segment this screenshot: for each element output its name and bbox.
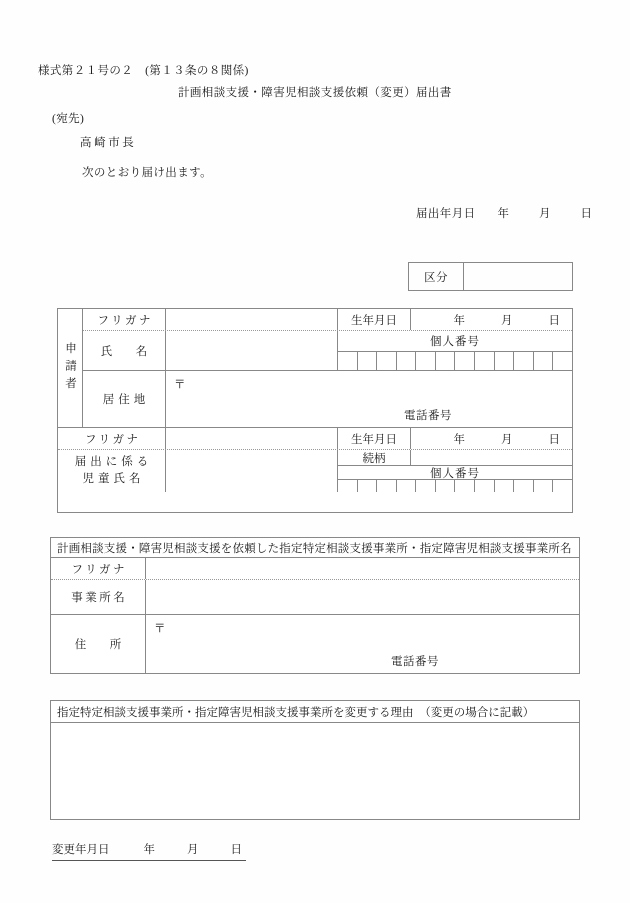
applicant-tel-label: 電話番号 — [404, 410, 452, 422]
page-title: 計画相談支援・障害児相談支援依頼（変更）届出書 — [178, 87, 452, 99]
mynumber-cell[interactable] — [436, 352, 456, 370]
office-name-label: 事業所名 — [51, 580, 146, 614]
applicant-furigana-label: フリガナ — [83, 309, 166, 330]
child-name-label — [58, 450, 166, 492]
child-name-label-line2: 児童氏名 — [82, 473, 145, 485]
mynumber-cell[interactable] — [397, 480, 417, 492]
applicant-dob-year: 年 — [453, 314, 465, 327]
child-furigana-field[interactable] — [166, 428, 338, 449]
postal-mark-icon: 〒 — [154, 623, 166, 635]
mynumber-cell[interactable] — [358, 480, 378, 492]
office-address-label: 住 所 — [51, 615, 146, 673]
submission-date-label: 届出年月日 — [416, 208, 476, 220]
kubun-value-field[interactable] — [464, 263, 572, 290]
mynumber-cell[interactable] — [416, 352, 436, 370]
reason-table-header: 指定特定相談支援事業所・指定障害児相談支援事業所を変更する理由 （変更の場合に記載） — [51, 701, 579, 723]
form-number: 様式第２１号の２ (第１３条の８関係) — [38, 65, 249, 77]
mynumber-cell[interactable] — [436, 480, 456, 492]
child-name-label-line1: 届出に係る — [74, 456, 153, 469]
applicant-residence-field[interactable] — [166, 371, 572, 427]
postal-mark-icon: 〒 — [174, 379, 186, 391]
child-dob-year: 年 — [453, 433, 465, 446]
mynumber-cell[interactable] — [553, 480, 572, 492]
applicant-vertical-label: 申請者 — [58, 309, 83, 427]
mynumber-cell[interactable] — [475, 480, 495, 492]
child-dob-month: 月 — [501, 433, 513, 446]
office-name-field[interactable] — [146, 580, 579, 614]
child-dob-label: 生年月日 — [338, 428, 411, 449]
applicant-name-label: 氏 名 — [83, 331, 166, 370]
child-dob-day: 日 — [548, 433, 560, 446]
applicant-residence-label: 居住地 — [83, 371, 166, 427]
mynumber-cell[interactable] — [495, 480, 515, 492]
submission-date-year: 年 — [497, 208, 509, 220]
submission-date-day: 日 — [580, 208, 592, 220]
mynumber-cell[interactable] — [534, 352, 554, 370]
applicant-dob-day: 日 — [548, 314, 560, 327]
addressee-label: (宛先) — [52, 113, 85, 125]
office-furigana-label: フリガナ — [51, 558, 146, 579]
mynumber-cell[interactable] — [553, 352, 572, 370]
mynumber-cell[interactable] — [338, 480, 358, 492]
child-relation-field[interactable] — [411, 450, 572, 465]
reason-textarea[interactable] — [51, 723, 579, 820]
mynumber-cell[interactable] — [358, 352, 378, 370]
kubun-label: 区分 — [409, 263, 464, 290]
mynumber-cell[interactable] — [377, 480, 397, 492]
mynumber-cell[interactable] — [416, 480, 436, 492]
applicant-furigana-field[interactable] — [166, 309, 338, 330]
child-relation-label: 続柄 — [338, 450, 411, 465]
reason-table — [50, 700, 580, 820]
declaration-statement: 次のとおり届け出ます。 — [82, 167, 212, 179]
submission-date-line — [416, 205, 592, 221]
applicant-table — [57, 308, 573, 513]
mynumber-cell[interactable] — [534, 480, 554, 492]
office-table-header: 計画相談支援・障害児相談支援を依頼した指定特定相談支援事業所・指定障害児相談支援事業所名 — [51, 538, 579, 558]
mynumber-cell[interactable] — [338, 352, 358, 370]
child-dob-field[interactable] — [411, 428, 572, 449]
child-name-field[interactable] — [166, 450, 338, 492]
addressee-name: 高崎市長 — [80, 137, 137, 149]
office-address-field[interactable] — [146, 615, 579, 673]
office-table — [50, 537, 580, 674]
applicant-name-field[interactable] — [166, 331, 338, 370]
mynumber-cell[interactable] — [475, 352, 495, 370]
office-tel-label: 電話番号 — [391, 656, 439, 668]
applicant-dob-month: 月 — [501, 314, 513, 327]
mynumber-cell[interactable] — [495, 352, 515, 370]
mynumber-cell[interactable] — [397, 352, 417, 370]
child-mynumber-cells[interactable] — [338, 480, 572, 492]
change-date-year: 年 — [143, 844, 155, 856]
mynumber-cell[interactable] — [377, 352, 397, 370]
mynumber-cell[interactable] — [455, 352, 475, 370]
applicant-mynumber-label: 個人番号 — [430, 336, 480, 348]
child-mynumber-label: 個人番号 — [430, 467, 480, 480]
change-date-line — [52, 841, 246, 861]
mynumber-cell[interactable] — [514, 352, 534, 370]
kubun-box — [408, 262, 573, 291]
child-furigana-label: フリガナ — [58, 428, 166, 449]
applicant-dob-label: 生年月日 — [338, 309, 411, 330]
applicant-mynumber-cells[interactable] — [338, 352, 572, 370]
office-furigana-field[interactable] — [146, 558, 579, 579]
applicant-dob-field[interactable] — [411, 309, 572, 330]
mynumber-cell[interactable] — [455, 480, 475, 492]
change-date-label: 変更年月日 — [52, 844, 110, 856]
change-date-day: 日 — [230, 844, 242, 856]
mynumber-cell[interactable] — [514, 480, 534, 492]
change-date-month: 月 — [187, 844, 199, 856]
submission-date-month: 月 — [539, 208, 551, 220]
